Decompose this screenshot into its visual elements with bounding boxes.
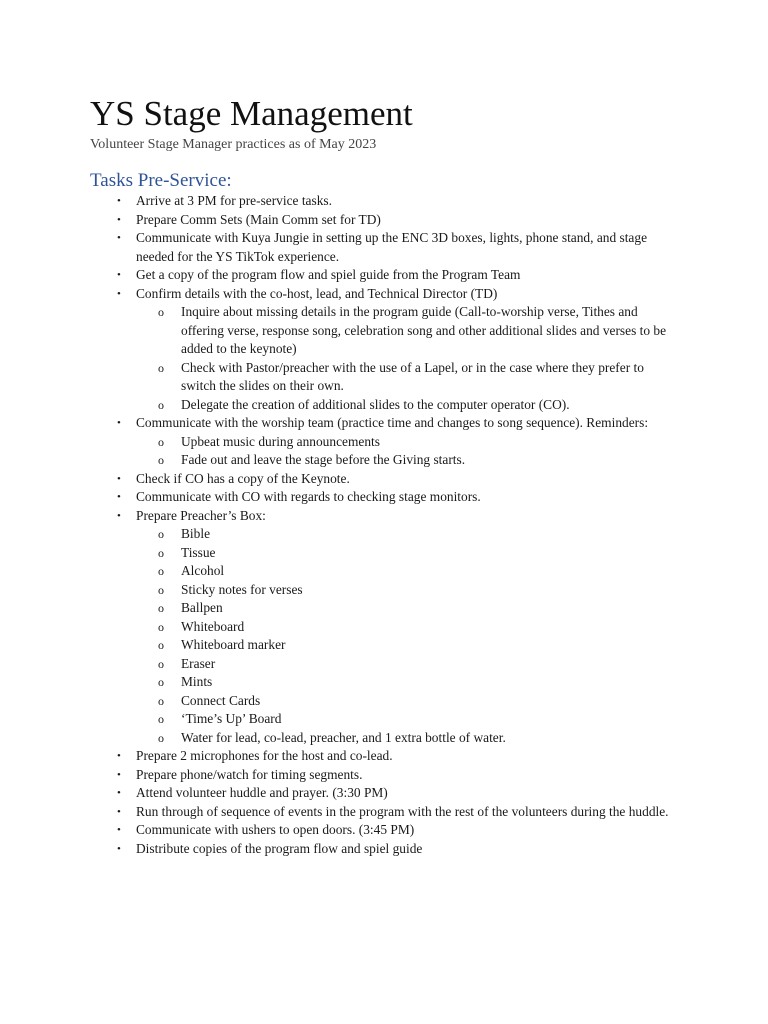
list-item	[0, 488, 676, 507]
sub-bullet-icon: o	[158, 564, 164, 578]
sublist-item-text: Fade out and leave the stage before the Giving starts.	[181, 452, 466, 467]
list-item	[0, 414, 676, 470]
list-item	[0, 803, 676, 822]
list-item	[0, 766, 676, 785]
sublist-item-text: Delegate the creation of additional slides to the computer operator (CO).	[181, 396, 570, 412]
list-item	[0, 229, 676, 266]
sublist-item	[0, 636, 678, 655]
bullet-icon: •	[117, 768, 121, 781]
sub-bullet-icon: o	[158, 434, 164, 449]
sublist-item	[0, 710, 678, 729]
bullet-icon: •	[117, 287, 121, 300]
sub-bullet-icon: o	[158, 360, 164, 375]
sublist-item	[0, 599, 678, 618]
sub-bullet-icon: o	[158, 453, 164, 467]
sublist-item	[0, 359, 678, 396]
sublist-item-text: Tissue	[181, 544, 216, 560]
sublist-item-text: Mints	[181, 674, 213, 689]
sublist-item	[0, 729, 678, 748]
sublist-item-text: Sticky notes for verses	[181, 581, 303, 597]
list-item-text: Prepare Comm Sets (Main Comm set for TD)	[136, 211, 381, 227]
bullet-icon: •	[117, 491, 121, 503]
sublist-item	[0, 581, 678, 600]
sublist-item	[0, 673, 678, 692]
sub-bullet-icon: o	[158, 305, 164, 319]
list-item	[0, 840, 676, 859]
sublist-item-text: Bible	[181, 526, 211, 541]
list-item-text: Communicate with Kuya Jungie in setting up the ENC 3D boxes, lights, phone stand, and stage needed for the YS TikTok experience.	[136, 230, 648, 264]
sub-bullet-icon: o	[158, 693, 164, 708]
list-item-text: Prepare 2 microphones for the host and co-lead.	[136, 748, 393, 763]
sublist-item	[0, 451, 678, 470]
sub-bullet-icon: o	[158, 527, 164, 541]
list-item	[0, 784, 676, 803]
section-heading-pre-service: Tasks Pre-Service:	[90, 170, 232, 191]
sub-bullet-icon: o	[158, 582, 164, 597]
bullet-icon: •	[117, 472, 121, 485]
sublist-item	[0, 544, 678, 563]
bullet-icon: •	[117, 750, 121, 762]
bullet-icon: •	[117, 787, 121, 799]
sublist-item	[0, 692, 678, 711]
sublist-item	[0, 433, 678, 452]
bullet-icon: •	[117, 195, 121, 207]
sub-bullet-icon: o	[158, 675, 164, 689]
list-item-text: Communicate with ushers to open doors. (3:45 PM)	[136, 822, 415, 837]
sublist-item-text: Eraser	[181, 655, 216, 671]
sub-bullet-icon: o	[158, 601, 164, 615]
document-subtitle: Volunteer Stage Manager practices as of May 2023	[90, 137, 377, 152]
list-item	[0, 192, 676, 211]
list-item-text: Check if CO has a copy of the Keynote.	[136, 470, 350, 486]
sub-bullet-icon: o	[158, 712, 164, 726]
bullet-icon: •	[117, 509, 121, 522]
sublist-item-text: Inquire about missing details in the program guide (Call-to-worship verse, Tithes and offering verse, response song, celebration song and other additional slides and verses to be added to the keynote)	[181, 304, 667, 356]
list-item	[0, 285, 676, 415]
sub-bullet-icon: o	[158, 656, 164, 671]
bullet-icon: •	[117, 417, 121, 429]
sub-bullet-icon: o	[158, 397, 164, 412]
list-item-text: Run through of sequence of events in the program with the rest of the volunteers during the huddle.	[136, 803, 669, 819]
confirm-details-sublist	[0, 303, 676, 414]
sublist-item	[0, 618, 678, 637]
sublist-item-text: Alcohol	[181, 563, 225, 578]
list-item	[0, 266, 676, 285]
sublist-item-text: Check with Pastor/preacher with the use of a Lapel, or in the case where they prefer to switch the slides on their own.	[181, 359, 644, 393]
sublist-item	[0, 655, 678, 674]
sublist-item	[0, 396, 678, 415]
list-item-text: Attend volunteer huddle and prayer. (3:30 PM)	[136, 785, 388, 800]
sub-bullet-icon: o	[158, 545, 164, 560]
list-item	[0, 507, 676, 748]
list-item-text: Arrive at 3 PM for pre-service tasks.	[136, 193, 332, 208]
list-item-text: Communicate with CO with regards to checking stage monitors.	[136, 489, 481, 504]
bullet-icon: •	[117, 805, 121, 818]
document-title: YS Stage Management	[90, 94, 413, 133]
list-item-text: Confirm details with the co-host, lead, and Technical Director (TD)	[136, 285, 498, 301]
list-item-text: Communicate with the worship team (practice time and changes to song sequence). Reminders:	[136, 415, 649, 430]
bullet-icon: •	[117, 232, 121, 244]
sublist-item-text: Whiteboard marker	[181, 637, 286, 652]
sublist-item	[0, 525, 678, 544]
list-item	[0, 470, 676, 489]
bullet-icon: •	[117, 269, 121, 281]
bullet-icon: •	[117, 842, 121, 855]
sublist-item-text: Ballpen	[181, 600, 223, 615]
sublist-item-text: ‘Time’s Up’ Board	[181, 711, 282, 726]
sublist-item-text: Connect Cards	[181, 692, 261, 708]
sublist-item-text: Whiteboard	[181, 618, 245, 634]
sub-bullet-icon: o	[158, 619, 164, 634]
list-item-text: Distribute copies of the program flow and spiel guide	[136, 840, 423, 856]
bullet-icon: •	[117, 213, 121, 226]
sublist-item-text: Upbeat music during announcements	[181, 433, 380, 449]
sublist-item	[0, 303, 678, 359]
sublist-item	[0, 562, 678, 581]
list-item-text: Prepare Preacher’s Box:	[136, 507, 266, 523]
sublist-item-text: Water for lead, co-lead, preacher, and 1 extra bottle of water.	[181, 729, 506, 745]
sub-bullet-icon: o	[158, 638, 164, 652]
sub-bullet-icon: o	[158, 730, 164, 745]
bullet-icon: •	[117, 824, 121, 836]
preacher-box-sublist	[0, 525, 676, 747]
list-item	[0, 211, 676, 230]
list-item-text: Get a copy of the program flow and spiel guide from the Program Team	[136, 267, 521, 282]
worship-team-sublist	[0, 433, 676, 470]
list-item-text: Prepare phone/watch for timing segments.	[136, 766, 363, 782]
list-item	[0, 821, 676, 840]
pre-service-task-list	[0, 192, 768, 858]
list-item	[0, 747, 676, 766]
